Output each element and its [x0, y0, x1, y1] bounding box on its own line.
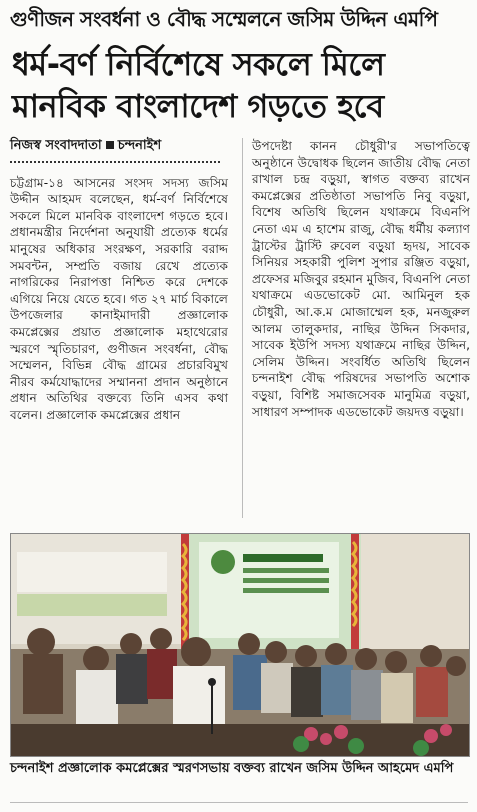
article-body-right: উপদেষ্টা কানন চৌধুরী'র সভাপতিত্বে অনুষ্ঠানে উদ্বোধক ছিলেন জাতীয় বৌদ্ধ নেতা রাখাল চন্দ্র বড়ুয়া, স্বাগত বক্তব্য রাখেন কমপ্লেক্সের প্রতিষ্ঠাতা সভাপতি নিবু বড়ুয়া, বিশেষ অতিথি ছিলেন যথাক্রমে বিএনপি নেতা এম এ হাশেম রাজু, বৌদ্ধ ধর্মীয় কল্যাণ ট্রাস্টের ট্রাস্টি রুবেল বড়ুয়া হৃদয়, সাবেক সিনিয়র সহকারী পুলিশ সুপার রঞ্জিত বড়ুয়া, প্রফেসর মজিবুর রহমান মুজিব, বিএনপি নেতা যথাক্রমে এডভোকেট মো. আমিনুল হক চৌধুরী, আ.ক.ম মোজাম্মেল হক, মনজুরুল আলম তালুকদার, নাছির উদ্দিন সিকদার, সাবেক ইউপি সদস্য যথাক্রমে নাছির উদ্দিন, সেলিম উদ্দিন। সংবর্ধিত অতিথি ছিলেন চন্দনাইশ বৌদ্ধ পরিষদের সভাপতি অশোক বড়ুয়া, বিশিষ্ট সমাজসেবক মানুমিত্র বড়ুয়া, সাধারণ সম্পাদক এডভোকেট জয়দত্ত বড়ুয়া।	[252, 139, 470, 419]
byline-divider	[10, 157, 220, 163]
column-divider	[242, 138, 243, 518]
photo-caption: চন্দনাইশ প্রজ্ঞালোক কমপ্লেক্সের স্মরণসভায় বক্তব্য রাখেন জসিম উদ্দিন আহমেদ এমপি	[10, 761, 454, 776]
kicker-headline: গুণীজন সংবর্ধনা ও বৌদ্ধ সম্মেলনে জসিম উদ্দিন এমপি	[10, 7, 438, 31]
bottom-rule	[10, 802, 468, 803]
byline-reporter: নিজস্ব সংবাদদাতা	[10, 138, 102, 153]
byline	[10, 138, 228, 155]
headline-line-1: ধর্ম-বর্ণ নির্বিশেষে সকলে মিলে	[12, 45, 385, 83]
event-photo	[10, 533, 470, 757]
article-column-right	[252, 138, 470, 420]
article-column-left	[10, 138, 228, 424]
headline-line-2: মানবিক বাংলাদেশ গড়তে হবে	[12, 87, 384, 125]
article-body-left: চট্টগ্রাম-১৪ আসনের সংসদ সদস্য জসিম উদ্দীন আহমদ বলেছেন, ধর্ম-বর্ণ নির্বিশেষে সকলে মিলে মানবিক বাংলাদেশ গড়তে হবে। প্রধানমন্ত্রীর নির্দেশনা অনুযায়ী প্রত্যেক ধর্মের মানুষের অধিকার সংরক্ষণ, সরকারি বরাদ্দ সমবন্টন, সম্প্রতি বজায় রেখে প্রত্যেক নাগরিকের নিরাপত্তা নিশ্চিত করে দেশকে এগিয়ে নিয়ে যেতে হবে। গত ২৭ মার্চ বিকালে উপজেলার কানাইমাদারী প্রজ্ঞালোক কমপ্লেক্সের প্রয়াত প্রজ্ঞালোক মহাথেরোর স্মরণে স্মৃতিচারণ, গুণীজন সংবর্ধনা, বৌদ্ধ সম্মেলন, বিভিন্ন বৌদ্ধ গ্রামের প্রচারবিমুখ নীরব কর্মযোদ্ধাদের সম্মাননা প্রদান অনুষ্ঠানে প্রধান অতিথির বক্তব্যে তিনি এসব কথা বলেন। প্রজ্ঞালোক কমপ্লেক্সের প্রধান	[10, 175, 228, 422]
byline-separator-icon	[106, 141, 114, 149]
byline-location: চন্দনাইশ	[117, 138, 162, 153]
